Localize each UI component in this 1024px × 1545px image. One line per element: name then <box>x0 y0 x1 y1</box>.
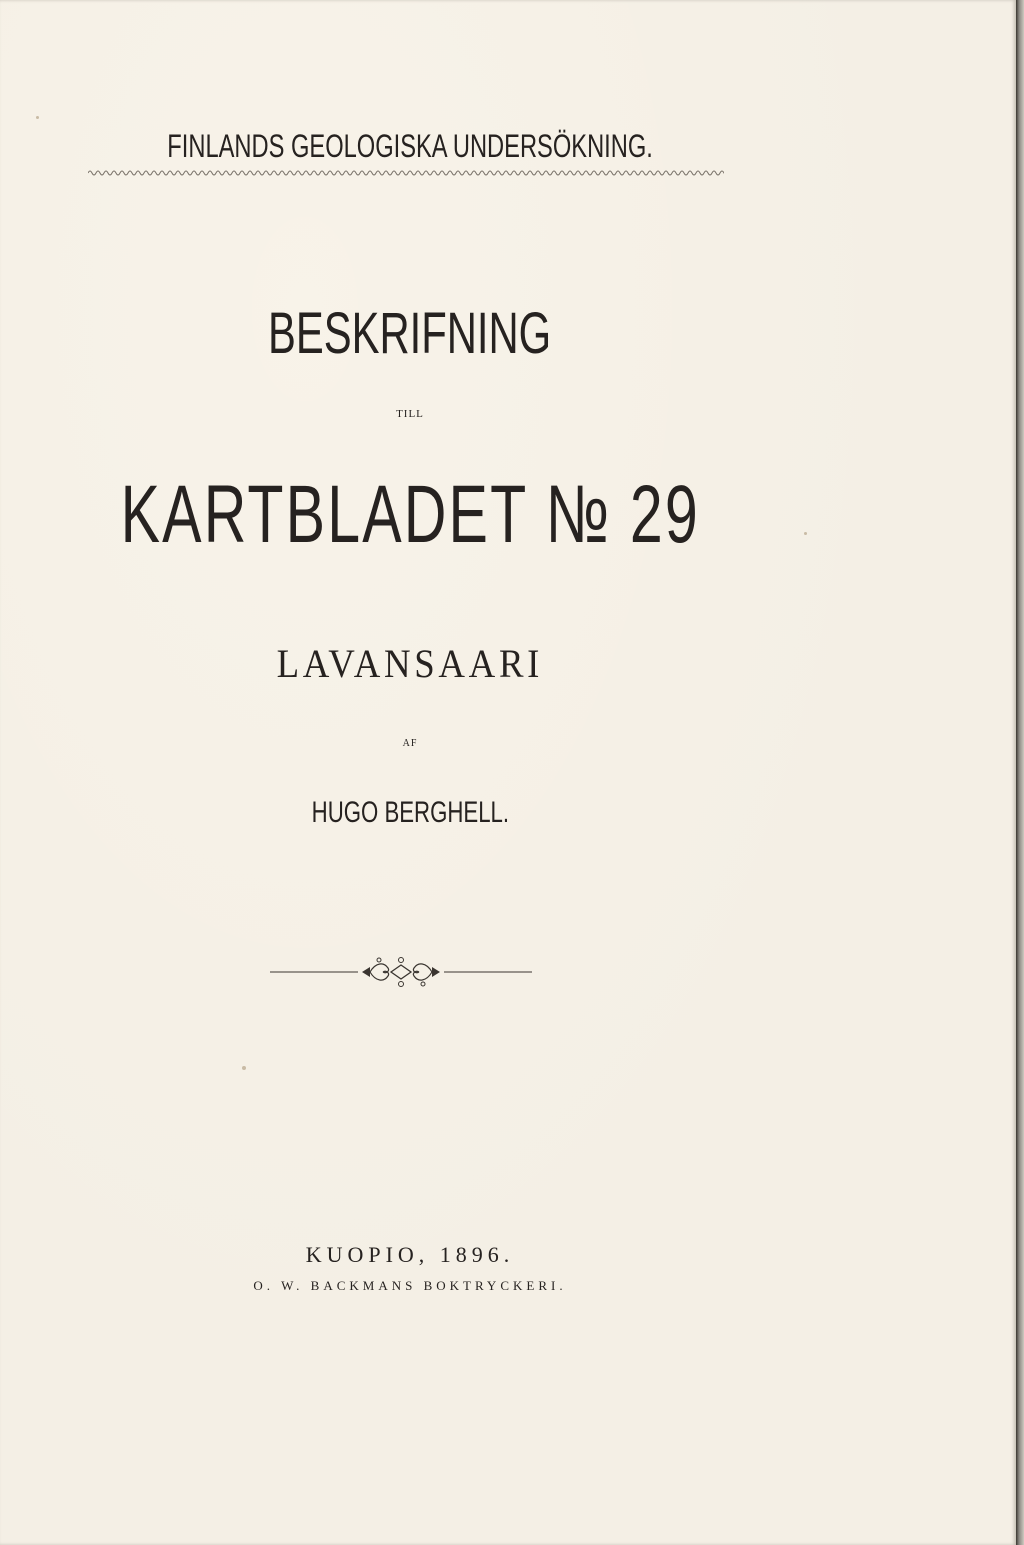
map-sheet-title: KARTBLADET № 29 <box>120 469 700 560</box>
document-title: BESKRIFNING <box>268 301 552 366</box>
author-name: HUGO BERGHELL. <box>311 796 509 829</box>
imprint-place-year: KUOPIO, 1896. <box>305 1242 515 1267</box>
series-title: FINLANDS GEOLOGISKA UNDERSÖKNING. <box>167 128 653 164</box>
ornament-divider-icon <box>270 952 532 992</box>
paper-speck <box>804 532 807 535</box>
paper-speck <box>36 116 39 119</box>
page-edge-shadow <box>1016 0 1024 1545</box>
wavy-rule <box>88 168 724 178</box>
place-name: LAVANSAARI <box>276 641 544 686</box>
paper-speck <box>242 1066 246 1070</box>
till-label: TILL <box>396 408 424 420</box>
printer-name: O. W. BACKMANS BOKTRYCKERI. <box>253 1278 567 1293</box>
af-label: AF <box>402 738 418 749</box>
